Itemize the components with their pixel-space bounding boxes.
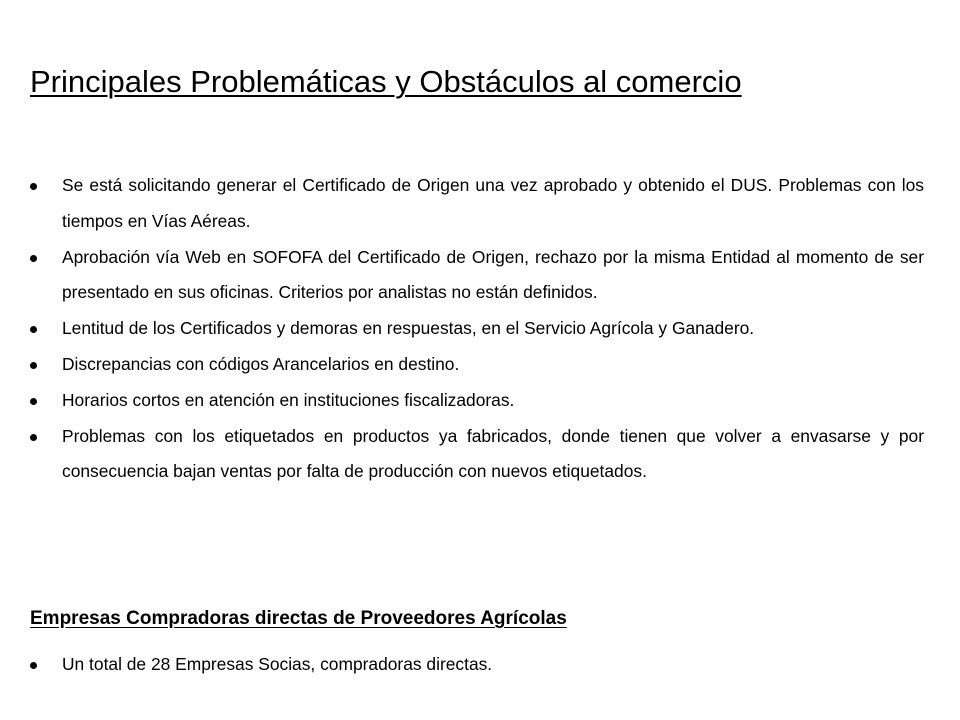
problems-list — [30, 168, 924, 490]
list-item — [30, 311, 924, 347]
bullet-icon — [30, 398, 37, 405]
bullet-icon — [30, 362, 37, 369]
list-item-text: Discrepancias con códigos Arancelarios en destino. — [62, 353, 460, 374]
list-item-text: Horarios cortos en atención en instituciones fiscalizadoras. — [62, 389, 515, 410]
section-heading: Empresas Compradoras directas de Proveedores Agrícolas — [30, 608, 567, 629]
list-item-text: Un total de 28 Empresas Socias, compradoras directas. — [62, 654, 493, 674]
list-item — [30, 168, 924, 240]
bullet-icon — [30, 255, 37, 262]
list-item — [30, 647, 924, 683]
list-item — [30, 419, 924, 491]
list-item-text: Problemas con los etiquetados en productos ya fabricados, donde tienen que volver a envasarse y por consecuencia bajan ventas por falta de producción con nuevos etiquetados. — [62, 425, 924, 482]
bullet-icon — [30, 326, 37, 333]
list-item-text: Lentitud de los Certificados y demoras en respuestas, en el Servicio Agrícola y Ganadero. — [62, 318, 755, 339]
list-item — [30, 240, 924, 312]
list-item — [30, 347, 924, 383]
bullet-icon — [30, 183, 37, 190]
bullet-icon — [30, 434, 37, 441]
buyers-list — [30, 647, 924, 683]
slide-title: Principales Problemáticas y Obstáculos al comercio — [30, 64, 742, 99]
list-item — [30, 383, 924, 419]
list-item-text: Se está solicitando generar el Certificado de Origen una vez aprobado y obtenido el DUS. Problemas con los tiempos en Vías Aéreas. — [62, 175, 924, 231]
list-item-text: Aprobación vía Web en SOFOFA del Certificado de Origen, rechazo por la misma Entidad al momento de ser presentado en sus oficinas. Criterios por analistas no están definidos. — [62, 246, 924, 303]
bullet-icon — [30, 662, 37, 669]
